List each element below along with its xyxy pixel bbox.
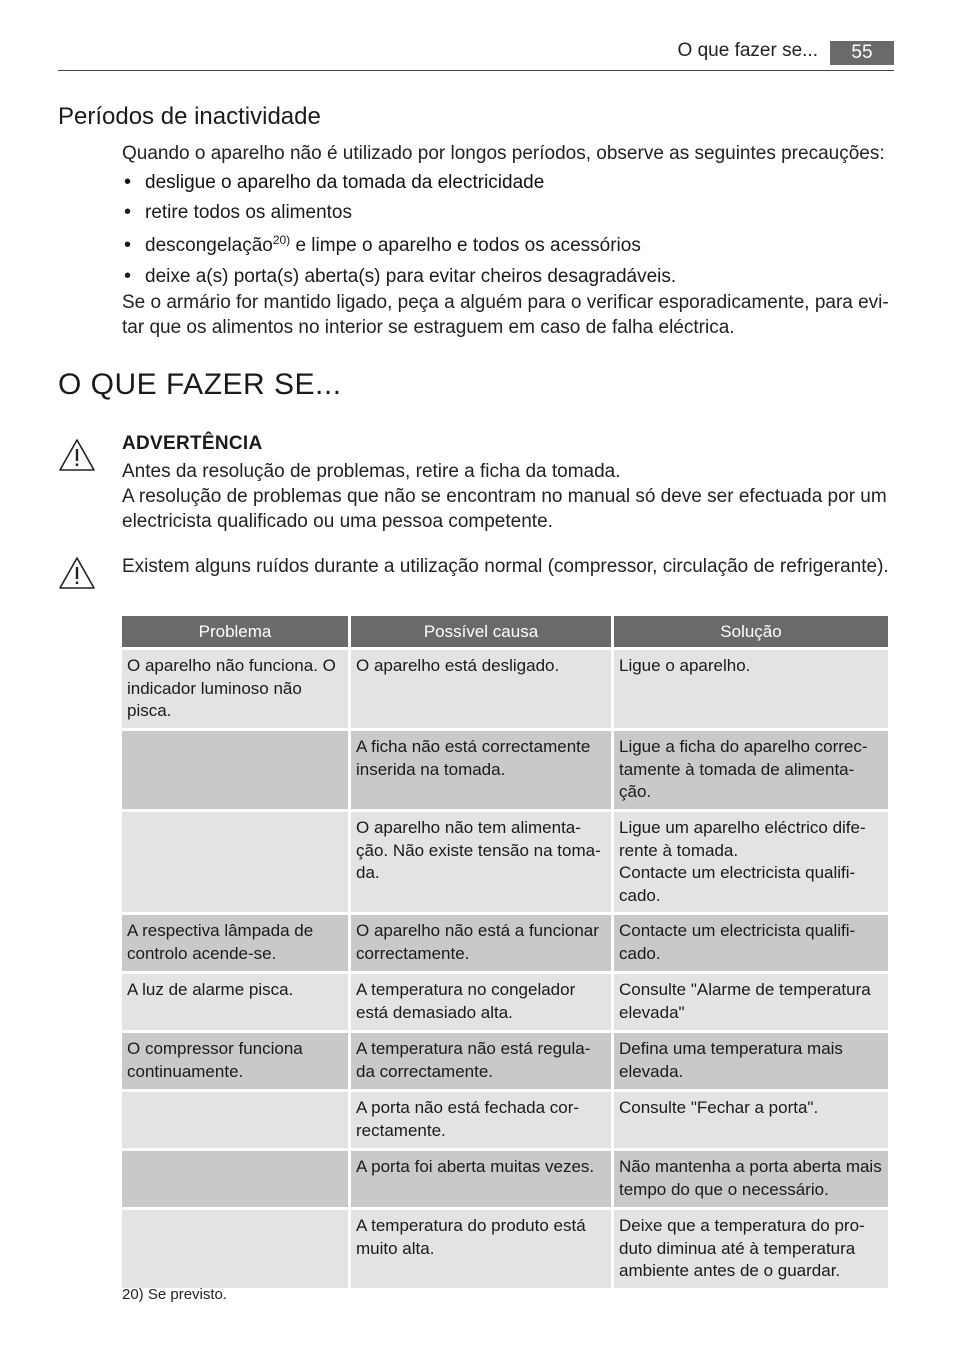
warning-line-1: Antes da resolução de problemas, retire a ficha da tomada. bbox=[122, 461, 621, 482]
footnote: 20) Se previsto. bbox=[122, 1286, 228, 1303]
cell-solution: Defina uma temperatura mais elevada. bbox=[614, 1033, 888, 1089]
inactivity-heading: Períodos de inactividade bbox=[58, 103, 321, 130]
page-number: 55 bbox=[830, 41, 894, 65]
cell-cause: A porta foi aberta muitas vezes. bbox=[351, 1151, 611, 1207]
footnote-ref: 20) bbox=[272, 233, 291, 247]
cell-problem: A respectiva lâmpada de controlo acende-se. bbox=[122, 915, 348, 971]
cell-cause: O aparelho está desligado. bbox=[351, 650, 611, 728]
cell-solution: Não mantenha a porta aberta mais tempo do que o necessário. bbox=[614, 1151, 888, 1207]
cell-cause: A ficha não está correctamente inserida na tomada. bbox=[351, 731, 611, 809]
cell-cause: A porta não está fechada cor-rectamente. bbox=[351, 1092, 611, 1148]
column-header-solution: Solução bbox=[614, 616, 888, 647]
table-header-row bbox=[122, 616, 888, 647]
cell-problem bbox=[122, 731, 348, 809]
warning-body bbox=[122, 459, 892, 534]
cell-cause: A temperatura no congelador está demasiado alta. bbox=[351, 974, 611, 1030]
noise-note: Existem alguns ruídos durante a utilização normal (compressor, circulação de refrigerante). bbox=[122, 556, 889, 577]
table-row bbox=[122, 915, 888, 971]
table-row bbox=[122, 1033, 888, 1089]
column-header-cause: Possível causa bbox=[351, 616, 611, 647]
table-row bbox=[122, 1151, 888, 1207]
list-item-text-rest: e limpe o aparelho e todos os acessórios bbox=[290, 235, 641, 256]
cell-cause: A temperatura do produto está muito alta. bbox=[351, 1210, 611, 1288]
running-title: O que fazer se... bbox=[677, 40, 818, 61]
cell-cause: O aparelho não tem alimenta-ção. Não existe tensão na toma-da. bbox=[351, 812, 611, 912]
table-body bbox=[122, 650, 888, 1288]
inactivity-note: Se o armário for mantido ligado, peça a alguém para o verificar esporadicamente, para evi-tar que os alimentos no interior se estraguem em caso de falha eléctrica. bbox=[122, 292, 889, 338]
header-rule bbox=[58, 70, 894, 71]
cell-solution: Contacte um electricista qualifi-cado. bbox=[614, 915, 888, 971]
cell-solution: Consulte "Fechar a porta". bbox=[614, 1092, 888, 1148]
warning-triangle-icon bbox=[58, 556, 96, 590]
table-row bbox=[122, 731, 888, 809]
warning-line-2: A resolução de problemas que não se encontram no manual só deve ser efectuada por um electricista qualificado ou uma pessoa competente. bbox=[122, 486, 887, 532]
table-row bbox=[122, 1092, 888, 1148]
cell-solution: Deixe que a temperatura do pro-duto diminua até à temperatura ambiente antes de o guardar. bbox=[614, 1210, 888, 1288]
inactivity-intro: Quando o aparelho não é utilizado por longos períodos, observe as seguintes precauções: bbox=[122, 143, 885, 164]
cell-solution: Ligue a ficha do aparelho correc-tamente à tomada de alimenta-ção. bbox=[614, 731, 888, 809]
list-item bbox=[122, 233, 892, 258]
cell-problem bbox=[122, 1092, 348, 1148]
cell-solution: Ligue um aparelho eléctrico dife-rente à tomada. Contacte um electricista qualifi-cado. bbox=[614, 812, 888, 912]
table-row bbox=[122, 650, 888, 728]
list-item: • deixe a(s) porta(s) aberta(s) para evitar cheiros desagradáveis. bbox=[122, 264, 892, 289]
cell-problem bbox=[122, 1210, 348, 1288]
cell-problem: O aparelho não funciona. O indicador luminoso não pisca. bbox=[122, 650, 348, 728]
list-item: • retire todos os alimentos bbox=[122, 200, 892, 225]
cell-solution: Consulte "Alarme de temperatura elevada" bbox=[614, 974, 888, 1030]
cell-cause: A temperatura não está regula-da correctamente. bbox=[351, 1033, 611, 1089]
cell-problem bbox=[122, 1151, 348, 1207]
cell-problem: O compressor funciona continuamente. bbox=[122, 1033, 348, 1089]
warning-title: ADVERTÊNCIA bbox=[122, 433, 263, 454]
cell-solution: Ligue o aparelho. bbox=[614, 650, 888, 728]
table-row bbox=[122, 974, 888, 1030]
troubleshooting-heading: O QUE FAZER SE... bbox=[58, 368, 342, 401]
table-row bbox=[122, 812, 888, 912]
cell-problem bbox=[122, 812, 348, 912]
troubleshooting-table bbox=[119, 613, 891, 1291]
warning-triangle-icon bbox=[58, 438, 96, 472]
list-item: • desligue o aparelho da tomada da electricidade bbox=[122, 170, 892, 195]
list-item-text: descongelação bbox=[145, 235, 273, 256]
inactivity-bullet-list bbox=[122, 170, 892, 289]
table-row bbox=[122, 1210, 888, 1288]
cell-cause: O aparelho não está a funcionar correctamente. bbox=[351, 915, 611, 971]
cell-problem: A luz de alarme pisca. bbox=[122, 974, 348, 1030]
column-header-problem: Problema bbox=[122, 616, 348, 647]
